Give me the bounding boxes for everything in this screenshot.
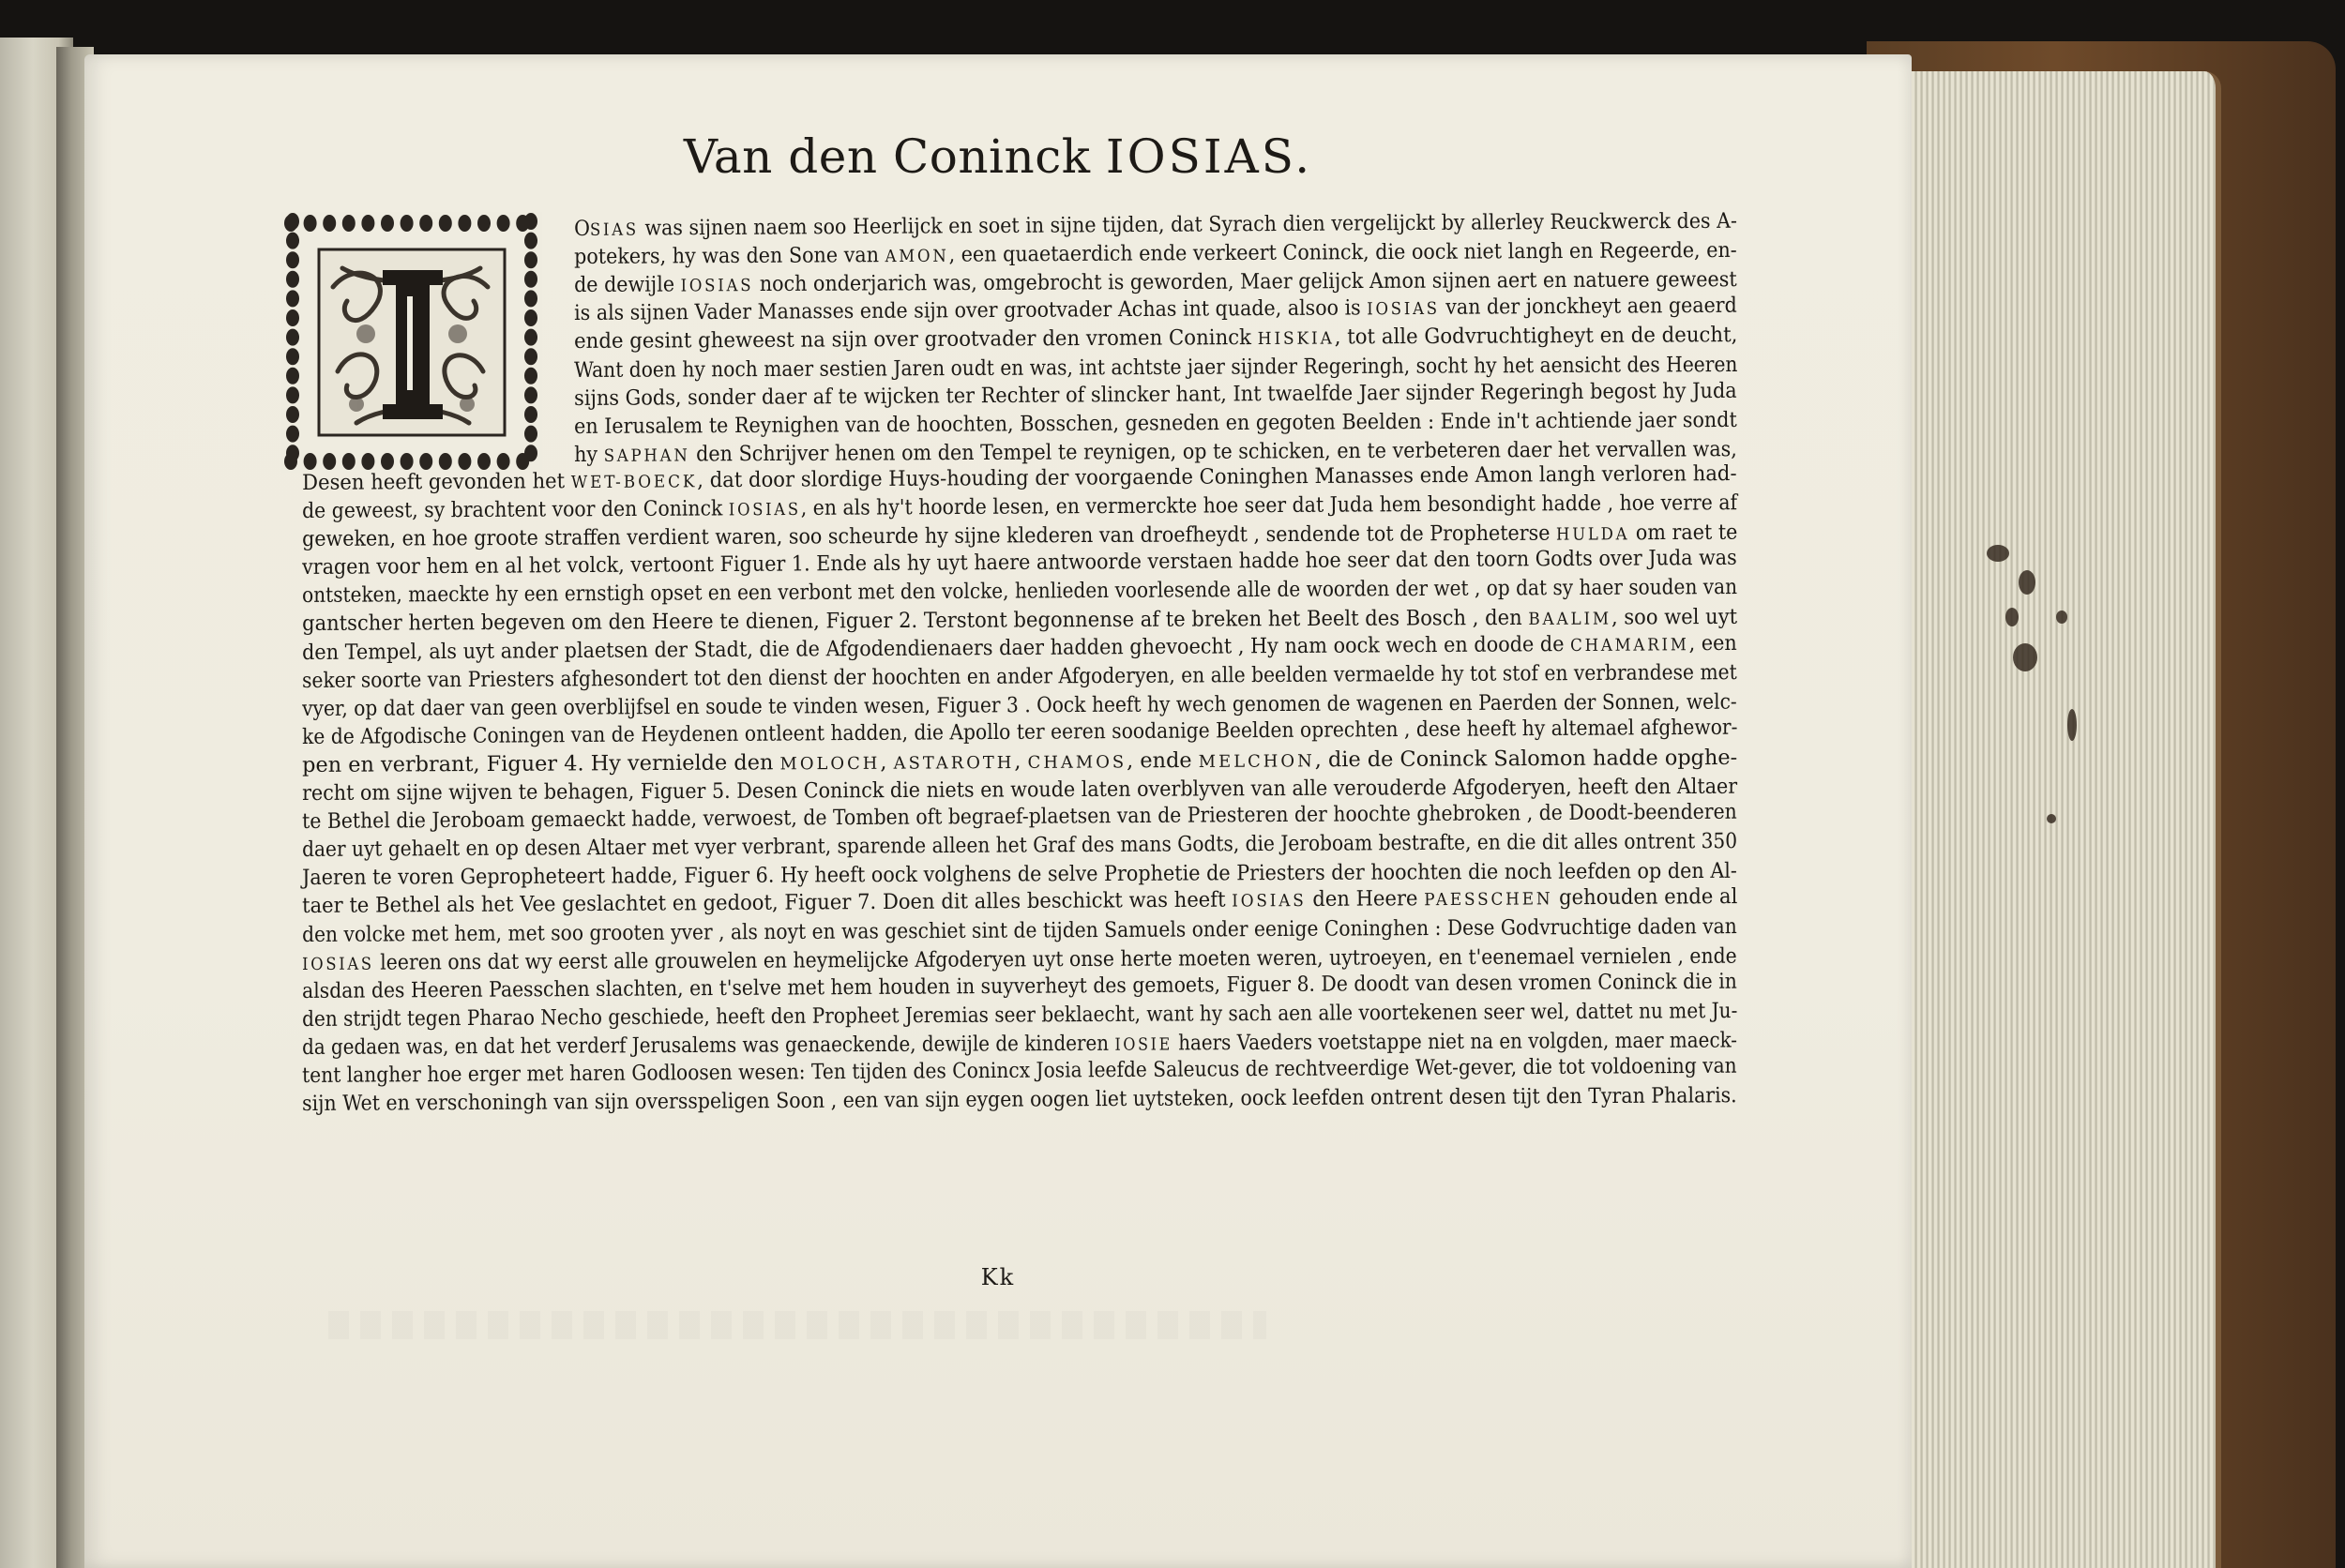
small-caps-name: HULDA (1555, 524, 1630, 545)
text-run: , en als hy't hoorde lesen, en vermerckte hoe seer dat Juda hem besondight hadde , hoe verre af (800, 490, 1738, 520)
text-run: te Bethel die Jeroboam gemaeckt hadde, verwoest, de Tomben oft begraef-plaetsen van de Priesteren der hoochte ghebroken , de Doodt-beenderen (302, 799, 1737, 835)
text-run: , een (1688, 630, 1737, 656)
decorated-initial-I-icon (281, 212, 542, 473)
text-run: daer uyt gehaelt en op desen Altaer met vyer verbrant, sparende alleen het Graf des mans Godts, die Jeroboam bestrafte, en die dit alles ontrent 350 (302, 829, 1738, 863)
show-through-text (328, 1311, 1266, 1339)
text-run: vyer, op dat daer van geen overblijfsel en soude te vinden wesen, Figuer 3 . Oock heeft hy wech genomen de wagenen en Paerden der Sonnen, welc- (302, 689, 1737, 721)
stain-mark (1987, 545, 2009, 562)
text-run: , ende (1127, 747, 1199, 774)
small-caps-name: IOSIAS (728, 499, 801, 520)
small-caps-name: IOSIAS (1232, 891, 1307, 912)
text-run: da gedaen was, en dat het verderf Jerusalems was genaeckende, dewijle de kinderen (302, 1031, 1115, 1060)
text-run: den strijdt tegen Pharao Necho geschiede, heeft den Propheet Jeremias seer beklaecht, want hy sach aen alle voortekenen seer wel, dattet nu met Ju- (302, 998, 1738, 1032)
text-run: den volcke met hem, met soo grooten yver , als noyt en was geschiet sint de tijden Samuels onder eenige Coninghen : Dese Godvruchtige daden van (302, 913, 1737, 947)
text-run: , dat door slordige Huys-houding der voorgaende Coninghen Manasses ende Amon langh verloren had- (697, 460, 1737, 493)
small-caps-name: AMON (885, 246, 949, 267)
text-run: taer te Bethel als het Vee geslachtet en gedoot, Figuer 7. Doen dit alles beschickt was heeft (302, 887, 1233, 919)
text-run: , een quaetaerdich ende verkeert Coninck, die oock niet langh en Regeerde, en- (948, 238, 1737, 267)
text-run: leeren ons dat wy eerst alle grouwelen en heymelijcke Afgoderyen uyt onse herte moeten weren, uytroeyen, en t'eenemael vernielen , ende (373, 943, 1737, 975)
text-run: , (1014, 748, 1028, 774)
small-caps-name: MELCHON (1198, 751, 1315, 772)
stain-mark (2056, 611, 2067, 624)
stain-mark (2067, 709, 2077, 741)
small-caps-name: CHAMOS (1027, 752, 1127, 773)
small-caps-name: IOSIAS (680, 276, 754, 296)
small-caps-name: WET-BOECK (570, 472, 698, 493)
printed-page (84, 54, 1912, 1568)
text-run: Desen heeft gevonden het (302, 469, 571, 495)
text-run: alsdan des Heeren Paesschen slachten, en t'selve met hem houden in suyverheyt des gemoets, Figuer 8. De doodt van desen vromen Coninck die in (302, 969, 1737, 1003)
small-caps-name: ASTAROTH (893, 752, 1015, 774)
text-run: haers Vaeders voetstappe niet na en volgden, maer maeck- (1172, 1028, 1738, 1056)
page-title (84, 129, 1912, 184)
text-run: was sijnen naem soo Heerlijck en soet in sijne tijden, dat Syrach dien vergelijckt by allerley Reuckwerck des A- (638, 208, 1737, 241)
text-run: geweken, en hoe groote straffen verdient waren, soo scheurde hy sijne klederen van droefheydt , sendende tot de Propheterse (302, 520, 1557, 552)
text-run: , tot alle Godvruchtigheyt en de deucht, (1334, 323, 1738, 350)
text-run: potekers, hy was den Sone van (574, 243, 885, 270)
text-run: de dewijle (574, 272, 681, 298)
text-run: , die de Coninck Salomon hadde opghe- (1314, 745, 1738, 773)
text-run: ke de Afgodische Coningen van de Heydenen ontleent hadden, die Apollo ter eeren soodanige Beelden oprechten , dese heeft hy altemael afghewor- (302, 715, 1738, 749)
text-run: om raet te (1629, 520, 1738, 546)
stain-mark (2019, 570, 2035, 595)
small-caps-name: SIAS (589, 219, 639, 240)
text-run: hy (574, 442, 604, 467)
text-run: sijns Gods, sonder daer af te wijcken ter Rechter of slincker hant, Int twaelfde Jaer sijnder Regeringh begost hy Juda (574, 378, 1737, 411)
text-run: gehouden ende al (1552, 884, 1738, 911)
small-caps-name: CHAMARIM (1570, 634, 1689, 656)
text-run: O (574, 216, 591, 241)
stain-mark (2013, 643, 2037, 671)
text-run: ontsteken, maeckte hy een ernstigh opset en een verbont met den volcke, henlieden voorlesende alle de woorden der wet , op dat sy haer souden van (302, 575, 1738, 609)
text-run: van der jonckheyt aen geaerd (1439, 294, 1737, 321)
text-run: gantscher herten begeven om den Heere te dienen, Figuer 2. Terstont begonnense af te breken het Beelt des Bosch , den (302, 606, 1529, 637)
small-caps-name: SAPHAN (603, 445, 690, 466)
small-caps-name: IOSIE (1114, 1034, 1172, 1055)
page-fore-edge (1906, 71, 2221, 1568)
text-run: noch onderjarich was, omgebrocht is geworden, Maer gelijck Amon sijnen aert en natuere geweest (753, 267, 1737, 297)
text-run: pen en verbrant, Figuer 4. Hy vernielde den (302, 750, 780, 777)
small-caps-name: PAESSCHEN (1424, 889, 1553, 911)
text-run: den Schrijver henen om den Tempel te reynigen, op te schicken, en te verbeteren daer het vervallen was, (689, 436, 1737, 467)
title-name: IOSIAS. (1105, 129, 1313, 184)
text-run: en Ierusalem te Reynighen van de hoochten, Bosschen, gesneden en gegoten Beelden : Ende in't achtiende jaer sondt (574, 407, 1737, 439)
text-run: is als sijnen Vader Manasses ende sijn over grootvader Achas int quade, alsoo is (574, 295, 1368, 326)
small-caps-name: HISKIA (1257, 328, 1335, 350)
text-run: , (880, 749, 894, 775)
stain-mark (2005, 608, 2019, 626)
text-run: Want doen hy noch maer sestien Jaren oudt en was, int achtste jaer sijnder Regeringh, socht hy het aensicht des Heeren (574, 352, 1738, 383)
text-run: den Tempel, als uyt ander plaetsen der Stadt, die de Afgodendienaers daer hadden ghevoecht , Hy nam oock wech en doode de (302, 631, 1571, 665)
text-run: ende gesint gheweest na sijn over grootvader den vromen Coninck (574, 325, 1258, 354)
text-run: den Heere (1306, 886, 1425, 912)
stain-mark (2047, 814, 2056, 823)
text-run: de geweest, sy brachtent voor den Coninck (302, 496, 729, 523)
small-caps-name: MOLOCH (779, 753, 881, 775)
title-text: Van den Coninck (683, 129, 1091, 184)
small-caps-name: IOSIAS (302, 954, 374, 974)
small-caps-name: IOSIAS (1367, 299, 1440, 320)
text-run: seker soorte van Priesters afghesondert tot den dienst der hoochten en ander Afgoderyen, en alle beelden vermaelde hy tot stof en verbrandese met (302, 659, 1737, 693)
text-run: Jaeren te voren Geprophetеert hadde, Figuer 6. Hy heeft oock volghens de selve Prophetie de Priesters der hoochten die noch leefden op den Al- (302, 859, 1737, 891)
text-run: tent langher hoe erger met haren Godloosen wesen: Ten tijden des Conincx Josia leefde Saleucus de rechtveerdige Wet-gever, die tot voldoening van (302, 1053, 1737, 1088)
small-caps-name: BAALIM (1528, 609, 1612, 630)
signature-mark: Kk (980, 1264, 1016, 1290)
text-run: sijn Wet en verschoningh van sijn oversspeligen Soon , een van sijn eygen oogen liet uytsteken, oock leefden ontrent desen tijt den Tyran Phalaris. (302, 1083, 1737, 1117)
text-run: vragen voor hem en al het volck, vertoont Figuer 1. Ende als hy uyt haere antwoorde verstaen hadde hoe seer dat den toorn Godts over Juda was (302, 546, 1737, 580)
text-run: , soo wel uyt (1611, 605, 1738, 630)
text-run: recht om sijne wijven te behagen, Figuer 5. Desen Coninck die niets en woude laten overblyven van alle verouderde Afgoderyen, heeft den Altaer (302, 774, 1738, 806)
